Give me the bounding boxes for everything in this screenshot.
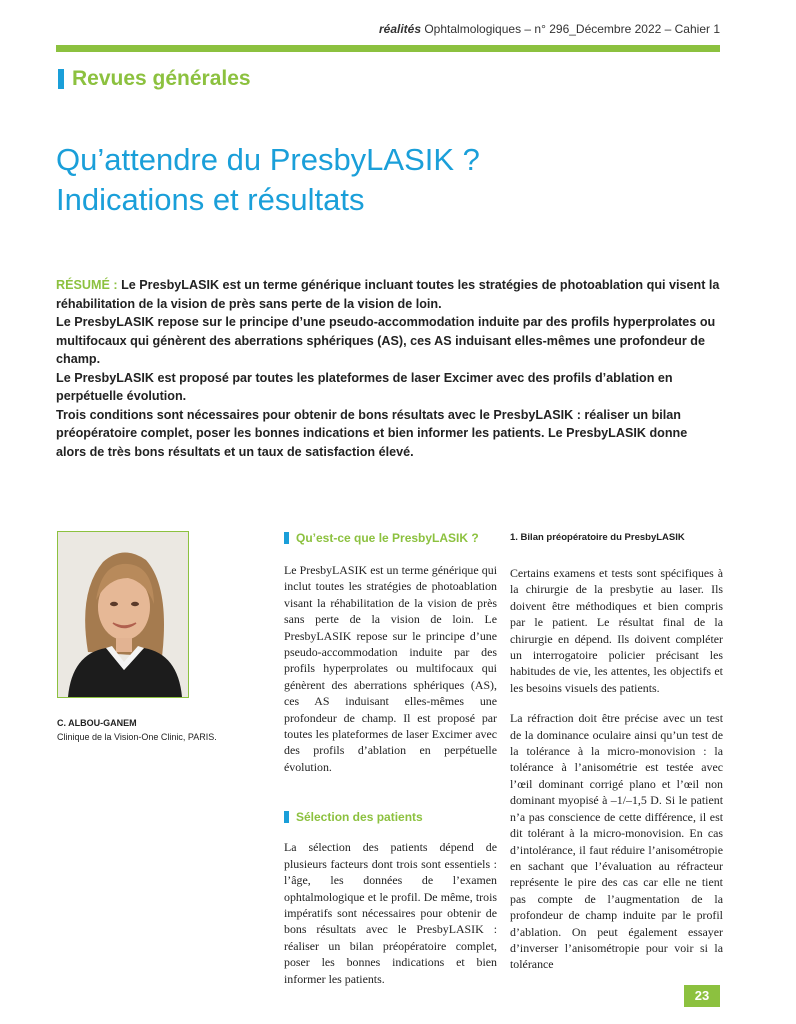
abstract-label: RÉSUMÉ : bbox=[56, 278, 118, 292]
title-line-1: Qu’attendre du PresbyLASIK ? bbox=[56, 142, 480, 177]
section-tag-label: Revues générales bbox=[72, 67, 251, 90]
section-marker bbox=[58, 69, 64, 89]
running-header bbox=[379, 22, 720, 36]
abstract-p1 bbox=[56, 276, 720, 313]
abstract-p2: Le PresbyLASIK repose sur le principe d’une pseudo-accommodation induite par des profils hyperprolates ou multifocaux qui génèrent des aberrations sphériques (AS), ces AS induisant elles-mêmes une profondeur de champ. bbox=[56, 315, 716, 366]
issue-info: Ophtalmologiques – n° 296_Décembre 2022 – Cahier 1 bbox=[424, 22, 720, 36]
section-heading bbox=[284, 530, 497, 546]
author-portrait-image bbox=[58, 532, 188, 697]
text-column-1 bbox=[284, 530, 497, 987]
section-heading bbox=[284, 809, 497, 825]
author-photo bbox=[57, 531, 189, 698]
header-rule bbox=[56, 45, 720, 52]
author-affiliation: Clinique de la Vision-One Clinic, PARIS. bbox=[57, 732, 217, 742]
journal-name: réalités bbox=[378, 22, 421, 36]
paragraph: Le PresbyLASIK est un terme générique qui inclut toutes les stratégies de photoablation visant la réhabilitation de la vision de près sans perte de la vision de loin. Le PresbyLASIK repose sur le principe d’une pseudo-accommodation induite par des profils hyperprolates ou multifocaux qui génèrent des aberrations sphériques (AS), ces AS induisant elles-mêmes une profondeur de champ. Il est proposé par toutes les plateformes de laser Excimer avec des profils d’ablation en perpétuelle évolution. bbox=[284, 563, 497, 774]
heading-marker bbox=[284, 811, 289, 823]
author-name: C. ALBOU-GANEM bbox=[57, 718, 137, 728]
heading-label: Qu’est-ce que le PresbyLASIK ? bbox=[296, 530, 479, 545]
abstract bbox=[56, 276, 720, 461]
paragraph: La réfraction doit être précise avec un test de la dominance oculaire ainsi qu’un test de la tolérance à la micro-monovision : la tolérance à l’anisométrie est testée avec l’œil dominant corrigé plano et l’œil non dominant myopisé à –1/–1,5 D. Si le patient n’a pas conscience de cette différence, il est dit tolérant à la micro-monovision. En cas d’intolérance, il faut réduire l’anisométropie en sachant que l’évaluation au réfracteur représente le pire des cas car elle ne tient pas compte de l’augmentation de la profondeur de champ induite par le profil d’ablation. On peut également essayer d’inverser l’anisométropie pour voir si la tolérance bbox=[510, 711, 723, 972]
section-tag bbox=[58, 67, 251, 91]
abstract-p3: Le PresbyLASIK est proposé par toutes les plateformes de laser Excimer avec des profils d’ablation en perpétuelle évolution. bbox=[56, 370, 673, 403]
abstract-p1-text: Le PresbyLASIK est un terme générique incluant toutes les stratégies de photoablation qui visent la réhabilitation de la vision de près sans perte de la vision de loin. bbox=[56, 278, 720, 311]
abstract-p4: Trois conditions sont nécessaires pour obtenir de bons résultats avec le PresbyLASIK : réaliser un bilan préopératoire complet, poser les bonnes indications et bien informer les patients. Le PresbyLASIK donne alors de très bons résultats et un taux de satisfaction élevé. bbox=[56, 407, 688, 459]
text-column-2 bbox=[510, 530, 723, 973]
page-number: 23 bbox=[684, 985, 720, 1007]
title-line-2: Indications et résultats bbox=[56, 182, 365, 217]
paragraph: La sélection des patients dépend de plusieurs facteurs dont trois sont essentiels : l’âge, les données de l’examen ophtalmologique et le profil. De même, trois impératifs sont nécessaires pour obtenir de bons résultats avec le PresbyLASIK : réaliser un bilan préopératoire complet, poser les bonnes indications et bien informer les patients. bbox=[284, 840, 497, 986]
article-title bbox=[56, 140, 696, 220]
subsection-heading: 1. Bilan préopératoire du PresbyLASIK bbox=[510, 532, 685, 543]
heading-label: Sélection des patients bbox=[296, 810, 423, 825]
heading-marker bbox=[284, 532, 289, 544]
paragraph: Certains examens et tests sont spécifiques à la chirurgie de la presbytie au laser. Ils doivent être méthodiques et bien compris par le patient. Le résultat final de la chirurgie en dépend. Ils doivent compléter un interrogatoire policier précisant les habitudes de vie, les attentes, les objectifs et les besoins visuels des patients. bbox=[510, 566, 723, 695]
